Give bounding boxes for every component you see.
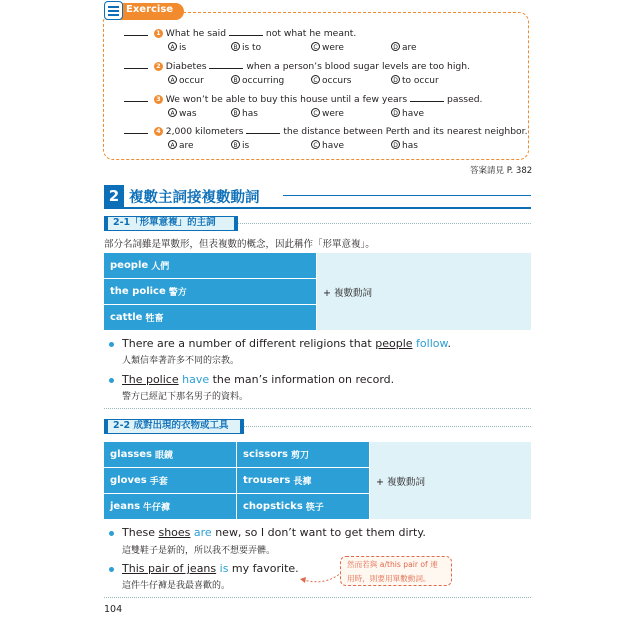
dotted-rule	[244, 426, 531, 427]
bullet-icon	[109, 378, 114, 383]
exercise-question-2	[124, 60, 470, 72]
noun-cell: people 人們	[104, 253, 316, 278]
question-blank	[246, 125, 280, 134]
question-text-before: 2,000 kilometers	[165, 126, 244, 137]
example-translation: 這雙鞋子是新的，所以我不想要弄髒。	[122, 546, 276, 556]
section-rule	[104, 207, 531, 209]
page-number: 104	[104, 604, 123, 615]
question-text-before: We won’t be able to buy this house until a few years	[165, 94, 408, 105]
question-blank	[410, 93, 444, 102]
dotted-rule	[104, 408, 531, 409]
question-number: 2	[154, 62, 163, 71]
noun-cell: the police 警方	[104, 279, 316, 304]
noun-cell: glasses 眼鏡	[104, 442, 236, 467]
noun-cell: gloves 手套	[104, 468, 236, 493]
option-a[interactable]: A is	[168, 42, 186, 53]
bullet-icon	[109, 531, 114, 536]
answer-reference: 答案請見 P. 382	[470, 166, 533, 176]
usage-note: 然而若與 a/this pair of 連用時，則要用單數動詞。	[340, 556, 452, 586]
intro-text: 部分名詞雖是單數形，但表複數的概念，因此稱作「形單意複」。	[104, 239, 375, 250]
answer-blank[interactable]	[124, 93, 148, 102]
option-b[interactable]: B is	[231, 140, 249, 151]
example-translation: 警方已經記下那名男子的資料。	[122, 392, 249, 402]
option-a[interactable]: A was	[168, 108, 197, 119]
option-d[interactable]: D are	[391, 42, 417, 53]
answer-blank[interactable]	[124, 125, 148, 134]
subsection-heading-2-2: 2-2 成對出現的衣物或工具	[104, 419, 244, 434]
noun-cell: jeans 牛仔褲	[104, 494, 236, 519]
option-c[interactable]: C were	[311, 108, 344, 119]
question-text-after: the distance between Perth and its nearest neighbor.	[283, 126, 528, 137]
bullet-icon	[109, 342, 114, 347]
answer-blank[interactable]	[124, 27, 148, 36]
option-b[interactable]: B occurring	[231, 75, 284, 86]
question-text-after: passed.	[447, 94, 483, 105]
section-title: 複數主詞接複數動詞	[129, 190, 260, 206]
exercise-question-4	[124, 125, 528, 137]
curved-arrow-icon	[296, 568, 344, 588]
question-number: 1	[154, 29, 163, 38]
dotted-rule	[238, 223, 531, 224]
noun-cell: cattle 牲畜	[104, 305, 316, 330]
option-c[interactable]: C occurs	[311, 75, 352, 86]
question-text-before: What he said	[165, 28, 227, 39]
option-c[interactable]: C have	[311, 140, 344, 151]
example-translation: 這件牛仔褲是我最喜歡的。	[122, 581, 231, 591]
noun-cell: scissors 剪刀	[237, 442, 369, 467]
question-number: 3	[154, 95, 163, 104]
option-d[interactable]: D have	[391, 108, 424, 119]
subsection-heading-2-1: 2-1「形單意複」的主詞	[104, 216, 238, 231]
example-sentence: This pair of jeans is my favorite.	[122, 562, 299, 575]
noun-cell: trousers 長褲	[237, 468, 369, 493]
exercise-question-1	[124, 27, 356, 39]
example-translation: 人類信奉著許多不同的宗教。	[122, 356, 240, 366]
section-number: 2	[104, 185, 124, 207]
example-sentence: The police have the man’s information on record.	[122, 373, 395, 386]
dotted-rule	[104, 597, 531, 598]
question-blank	[209, 60, 243, 69]
option-a[interactable]: A occur	[168, 75, 204, 86]
question-text-after: when a person’s blood sugar levels are too high.	[246, 61, 471, 72]
example-sentence: These shoes are new, so I don’t want to get them dirty.	[122, 526, 426, 539]
example-sentence: There are a number of different religions that people follow.	[122, 337, 451, 350]
notebook-icon	[104, 1, 123, 20]
verb-note-cell: + 複數動詞	[317, 253, 531, 330]
verb-note-cell: + 複數動詞	[370, 442, 531, 519]
exercise-question-3	[124, 93, 482, 105]
question-text-before: Diabetes	[165, 61, 207, 72]
exercise-label: Exercise	[126, 4, 174, 15]
bullet-icon	[109, 567, 114, 572]
option-b[interactable]: B is to	[231, 42, 261, 53]
option-d[interactable]: D has	[391, 140, 418, 151]
option-d[interactable]: D to occur	[391, 75, 439, 86]
option-a[interactable]: A are	[168, 140, 194, 151]
noun-cell: chopsticks 筷子	[237, 494, 369, 519]
section-rule-thin	[283, 195, 531, 196]
question-text-after: not what he meant.	[265, 28, 357, 39]
question-number: 4	[154, 127, 163, 136]
question-blank	[229, 27, 263, 36]
answer-blank[interactable]	[124, 60, 148, 69]
option-c[interactable]: C were	[311, 42, 344, 53]
option-b[interactable]: B has	[231, 108, 258, 119]
